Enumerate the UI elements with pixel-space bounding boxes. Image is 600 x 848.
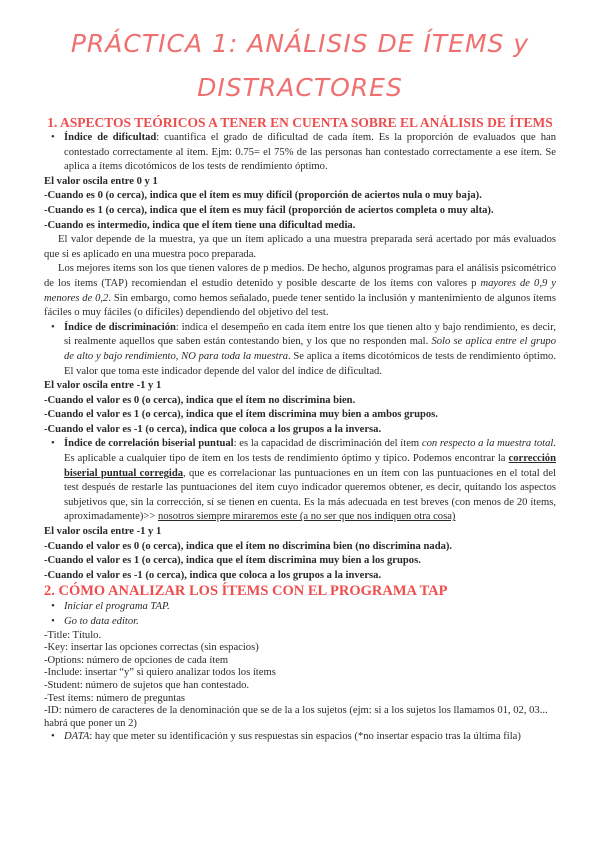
field-line: -Student: número de sujetos que han contestado.: [44, 679, 250, 691]
difficulty-item: [64, 131, 556, 175]
field-line: -ID: número de caracteres de la denominación que se de la a los sujetos (ejm: si a los sujetos los llamamos 01, 02, 03... habrá que poner un 2): [44, 705, 548, 729]
text-italic: Solo se aplica entre el grupo de alto y bajo rendimiento, NO para toda la muestra: [64, 336, 556, 362]
section-1-heading: 1. ASPECTOS TEÓRICOS A TENER EN CUENTA SOBRE EL ANÁLISIS DE ÍTEMS: [47, 115, 553, 130]
rule-line: -Cuando es intermedio, indica que el ítem tiene una dificultad media.: [44, 219, 356, 231]
tap-fields: [44, 630, 556, 731]
tap-steps-list: [44, 600, 556, 629]
data-list: [44, 730, 556, 745]
paragraph: [44, 262, 556, 320]
rule-line: -Cuando el valor es 1 (o cerca), indica que el ítem discrimina muy bien a los grupos.: [44, 555, 421, 567]
rule-line: -Cuando el valor es -1 (o cerca), indica que coloca a los grupos a la inversa.: [44, 569, 382, 581]
field-line: -Include: insertar “y” si quiero analizar todos los ítems: [44, 667, 276, 679]
text: Es aplicable a cualquier tipo de ítem en los tests de rendimiento óptimo y típico. Podemos encontrar la: [64, 453, 509, 465]
text: : hay que meter su identificación y sus respuestas sin espacios (*no insertar espacio tras la última fila): [89, 731, 521, 743]
rule-line: -Cuando el valor es -1 (o cerca), indica que coloca a los grupos a la inversa.: [44, 423, 382, 435]
correlation-item: [64, 437, 556, 525]
list-item: [64, 730, 556, 745]
term: Índice de correlación biserial puntual: [64, 438, 234, 450]
definition: : cuantifica el grado de dificultad de cada ítem. Es la proporción de evaluados que han contestado correctamente al ítem. Ejm: 0.75= el 75% de las personas han contestado correctamente a ese ítem. Se aplica a ítems dicotómicos de los tests de rendimiento óptimo.: [64, 132, 556, 173]
difficulty-list: [44, 131, 556, 175]
term: DATA: [64, 731, 90, 743]
rule-line: -Cuando es 0 (o cerca), indica que el ítem es muy difícil (proporción de aciertos nula o muy baja).: [44, 190, 482, 202]
discrimination-list: [44, 321, 556, 379]
list-item: • Go to data editor.: [64, 615, 556, 630]
list-item: • Iniciar el programa TAP.: [64, 600, 556, 615]
section-2-heading: 2. CÓMO ANALIZAR LOS ÍTEMS CON EL PROGRAMA TAP: [44, 583, 448, 600]
term: Índice de discriminación: [64, 321, 176, 333]
rule-line: -Cuando el valor es 1 (o cerca), indica que el ítem discrimina muy bien a ambos grupos.: [44, 409, 438, 421]
rule-line: -Cuando es 1 (o cerca), indica que el ítem es muy fácil (proporción de aciertos completa o muy alta).: [44, 204, 494, 216]
term: Índice de dificultad: [64, 132, 157, 143]
document-title: [44, 22, 556, 110]
text-italic: con respecto a la muestra total.: [421, 438, 557, 450]
text-underlined-bold: corrección biserial puntual corregida: [64, 453, 556, 479]
field-line: -Key: insertar las opciones correctas (sin espacios): [44, 642, 259, 654]
definition: : indica el desempeño en cada ítem entre los que tienen alto y bajo rendimiento, es decir, si realmente aquellos que saben están contestando bien, y los que no responden mal.: [64, 321, 556, 348]
range-line: El valor oscila entre 0 y 1: [44, 175, 158, 187]
correlation-list: [44, 437, 556, 525]
text-underlined: nosotros siempre miraremos este (a no ser que nos indiquen otra cosa): [158, 511, 456, 523]
discrimination-item: [64, 321, 556, 379]
paragraph: El valor depende de la muestra, ya que un ítem aplicado a una muestra preparada será acertado por más evaluados que si es aplicado en una muestra poco preparada.: [44, 234, 556, 260]
field-line: -Title: Título.: [44, 629, 102, 641]
definition: : es la capacidad de discriminación del ítem: [233, 438, 422, 450]
rule-line: -Cuando el valor es 0 (o cerca), indica que el ítem no discrimina bien.: [44, 394, 356, 406]
rule-line: -Cuando el valor es 0 (o cerca), indica que el ítem no discrimina bien (no discrimina nada).: [44, 540, 453, 552]
range-line: El valor oscila entre -1 y 1: [44, 526, 162, 538]
text: . Se aplica a ítems dicotómicos de tests de rendimiento óptimo. El valor que toma este indicador depende del valor del índice de dificultad.: [64, 350, 557, 377]
text-italic: mayores de 0,9 y menores de 0,2: [44, 277, 557, 304]
range-line: El valor oscila entre -1 y 1: [44, 380, 162, 392]
text: Los mejores ítems son los que tienen valores de p medios. De hecho, algunos programas para el análisis psicométrico de los ítems (TAP) recomiendan el estudio detenido y posible descarte de los ítems con valores p: [44, 263, 556, 289]
title-line-1: PRÁCTICA 1: ANÁLISIS DE ÍTEMS y: [70, 29, 530, 58]
text: . Sin embargo, como hemos señalado, puede tener sentido la inclusión y mantenimiento de algunos ítems fáciles o muy fáciles (o difíciles) dependiendo del objetivo del test.: [44, 292, 556, 319]
title-line-2: DISTRACTORES: [197, 73, 403, 102]
field-line: -Test ítems: número de preguntas: [44, 692, 186, 704]
field-line: -Options: número de opciones de cada ítem: [44, 654, 229, 666]
text: , que es correlacionar las puntuaciones en un ítem con las puntuaciones en el total del test después de restarle las puntuaciones del ítem cuyo indicador queremos obtener, es decir, quitando los aspectos subjetivos que, sin la corrección, sí se tienen en cuenta. Es la más adecuada en test breves (con menos de 20 ítems, aproximadamente)>>: [64, 467, 556, 523]
